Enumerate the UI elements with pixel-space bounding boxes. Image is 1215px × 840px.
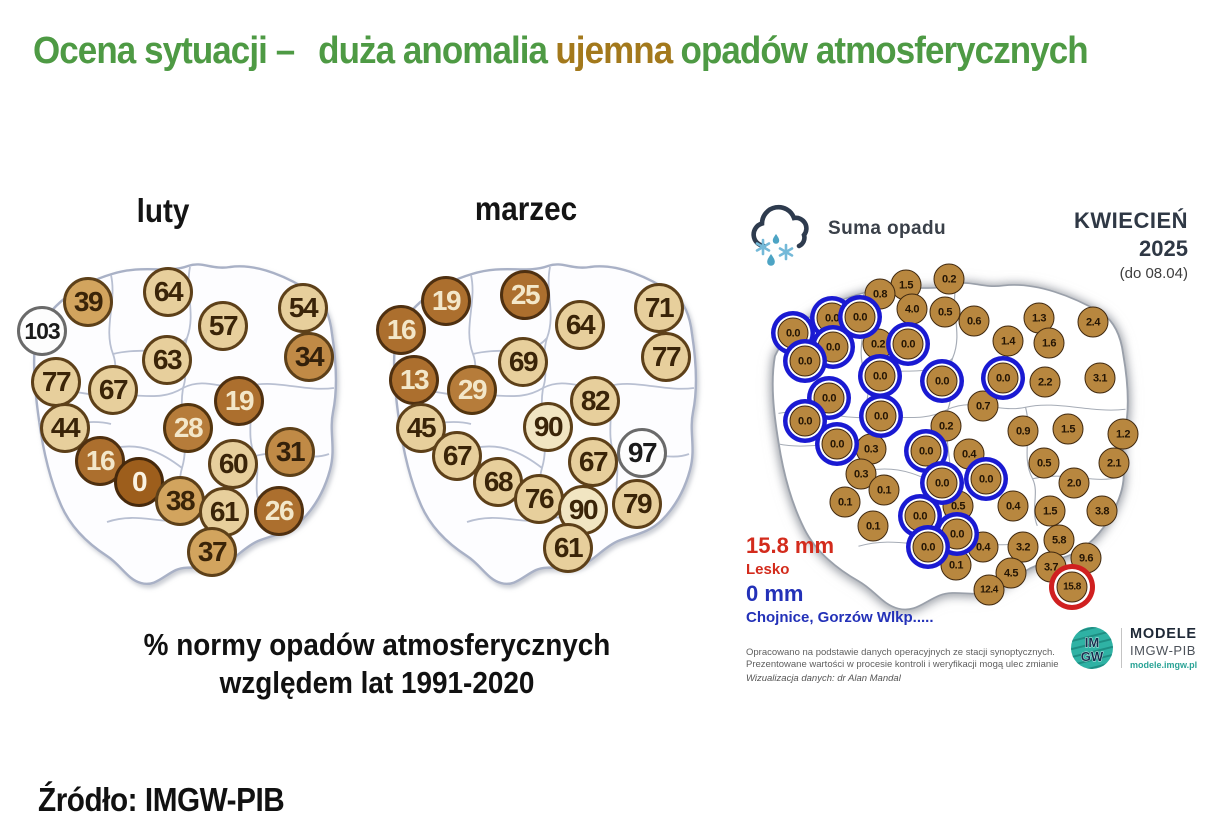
station-value: 9.6 [1071,543,1102,574]
footnote-line-1: Opracowano na podstawie danych operacyjnych ze stacji synoptycznych. [746,647,1055,658]
legend-max-precip [746,533,834,578]
legend-max-value: 15.8 mm [746,533,835,558]
station-value: 15.8 [1057,572,1088,603]
station-value: 3.2 [1008,532,1039,563]
station-value: 1.5 [1053,414,1084,445]
map-march [368,240,708,600]
footnote-line-2: Prezentowane wartości w procesie kontroli i weryfikacji mogą ulec zmianie [746,658,1059,670]
station-value: 2.2 [1030,367,1061,398]
station-value: 0.8 [865,279,896,310]
station-value: 0.6 [959,306,990,337]
station-value: 1.5 [1035,496,1066,527]
caption-line-2: względem lat 1991-2020 [219,665,535,700]
station-value: 77 [31,357,81,407]
station-value: 82 [570,376,620,426]
station-value: 1.5 [891,270,922,301]
station-value: 0.9 [1008,416,1039,447]
footnote-visualization: Wizualizacja danych: dr Alan Mandal [746,673,901,684]
title-brown: ujemna [555,30,673,72]
station-value: 90 [523,402,573,452]
station-value: 3.7 [1036,552,1067,583]
station-value: 54 [278,283,328,333]
station-value: 67 [432,431,482,481]
station-value: 0.5 [930,297,961,328]
station-value: 1.6 [1034,328,1065,359]
station-value: 0.0 [971,464,1002,495]
april-year: 2025 [1139,236,1188,261]
station-value: 69 [498,337,548,387]
cloud-snow-icon [746,204,826,276]
modele-wordmark: MODELE [1130,626,1197,642]
station-value: 0.3 [856,434,887,465]
april-date-block [1030,208,1188,282]
station-value: 0.5 [1029,448,1060,479]
station-value: 0.0 [822,429,853,460]
station-value: 2.4 [1078,307,1109,338]
svg-text:IM: IM [1084,635,1100,650]
station-value: 25 [500,270,550,320]
station-value: 63 [142,335,192,385]
station-value: 16 [376,305,426,355]
legend-max-station: Lesko [746,561,790,578]
station-value: 1.3 [1024,303,1055,334]
svg-text:GW: GW [1080,649,1104,664]
station-value: 45 [396,403,446,453]
station-value: 4.0 [897,294,928,325]
station-value: 64 [555,300,605,350]
label-march: marzec [474,190,578,227]
station-value: 0.5 [943,491,974,522]
april-month: KWIECIEŃ [1074,208,1188,233]
station-value: 0.1 [941,550,972,581]
station-value: 97 [617,428,667,478]
station-value: 0.0 [814,383,845,414]
station-value: 39 [63,277,113,327]
station-value: 0.0 [866,401,897,432]
imgw-pib-label: IMGW-PIB [1130,643,1196,658]
station-value: 3.1 [1085,363,1116,394]
station-value: 26 [254,486,304,536]
modele-url: modele.imgw.pl [1130,660,1198,670]
station-value: 0.0 [818,332,849,363]
station-value: 0.0 [865,361,896,392]
station-value: 103 [17,306,67,356]
station-value: 76 [514,474,564,524]
logo-divider [1121,628,1122,668]
station-value: 90 [558,485,608,535]
station-value: 34 [284,332,334,382]
station-value: 1.4 [993,326,1024,357]
station-value: 0.2 [863,329,894,360]
station-value: 5.8 [1044,525,1075,556]
station-value: 57 [198,301,248,351]
station-value: 0.0 [911,436,942,467]
station-value: 38 [155,476,205,526]
title-green-1: duża anomalia [318,30,548,72]
station-value: 0.1 [858,511,889,542]
station-value: 0.0 [905,501,936,532]
imgw-modele-logo [1070,626,1197,670]
station-value: 67 [88,365,138,415]
station-value: 61 [543,523,593,573]
station-value: 12.4 [974,575,1005,606]
station-value: 0.0 [893,329,924,360]
legend-min-stations: Chojnice, Gorzów Wlkp..... [746,609,934,626]
station-value: 0.0 [790,406,821,437]
slide-title [33,30,1088,73]
station-value: 0.0 [988,363,1019,394]
station-value: 0.0 [913,532,944,563]
station-value: 13 [389,355,439,405]
station-value: 0.2 [934,264,965,295]
station-value: 0.1 [869,475,900,506]
station-value: 28 [163,403,213,453]
april-map-title: Suma opadu [828,218,947,239]
legend-min-value: 0 mm [746,581,804,606]
station-value: 19 [421,276,471,326]
station-value: 3.8 [1087,496,1118,527]
station-value: 71 [634,283,684,333]
title-lead: Ocena sytuacji – [33,30,295,72]
station-value: 0.0 [778,318,809,349]
station-value: 64 [143,267,193,317]
april-footnotes [746,647,1076,685]
station-value: 31 [265,427,315,477]
station-value: 0.0 [845,302,876,333]
station-value: 29 [447,365,497,415]
imgw-logo-mark [1070,626,1114,670]
caption-line-1: % normy opadów atmosferycznych [143,627,611,662]
station-value: 0.0 [927,468,958,499]
station-value: 37 [187,527,237,577]
label-february: luty [136,192,190,229]
station-value: 68 [473,457,523,507]
station-value: 0.4 [954,439,985,470]
logo-text [1130,626,1197,670]
map-february [8,240,348,600]
station-value: 0.0 [790,346,821,377]
legend-min-precip [746,581,934,626]
station-value: 0.4 [968,532,999,563]
station-value: 0 [114,457,164,507]
station-value: 60 [208,439,258,489]
april-date-note: (do 08.04) [1119,265,1188,282]
station-value: 67 [568,437,618,487]
station-value: 0.0 [927,366,958,397]
source-credit: Źródło: IMGW-PIB [38,781,285,818]
station-value: 2.0 [1059,468,1090,499]
station-value: 0.4 [998,491,1029,522]
station-value: 61 [199,487,249,537]
station-value: 0.1 [830,487,861,518]
station-value: 77 [641,332,691,382]
station-value: 0.3 [846,459,877,490]
title-green-2: opadów atmosferycznych [680,30,1088,72]
station-value: 0.7 [968,391,999,422]
station-value: 0.0 [942,519,973,550]
station-value: 79 [612,479,662,529]
station-value: 44 [40,403,90,453]
station-value: 1.2 [1108,419,1139,450]
station-value: 2.1 [1099,448,1130,479]
station-value: 0.2 [931,411,962,442]
station-value: 19 [214,376,264,426]
maps-caption [134,626,620,702]
station-value: 16 [75,436,125,486]
station-value: 4.5 [996,558,1027,589]
station-value: 0.0 [817,303,848,334]
